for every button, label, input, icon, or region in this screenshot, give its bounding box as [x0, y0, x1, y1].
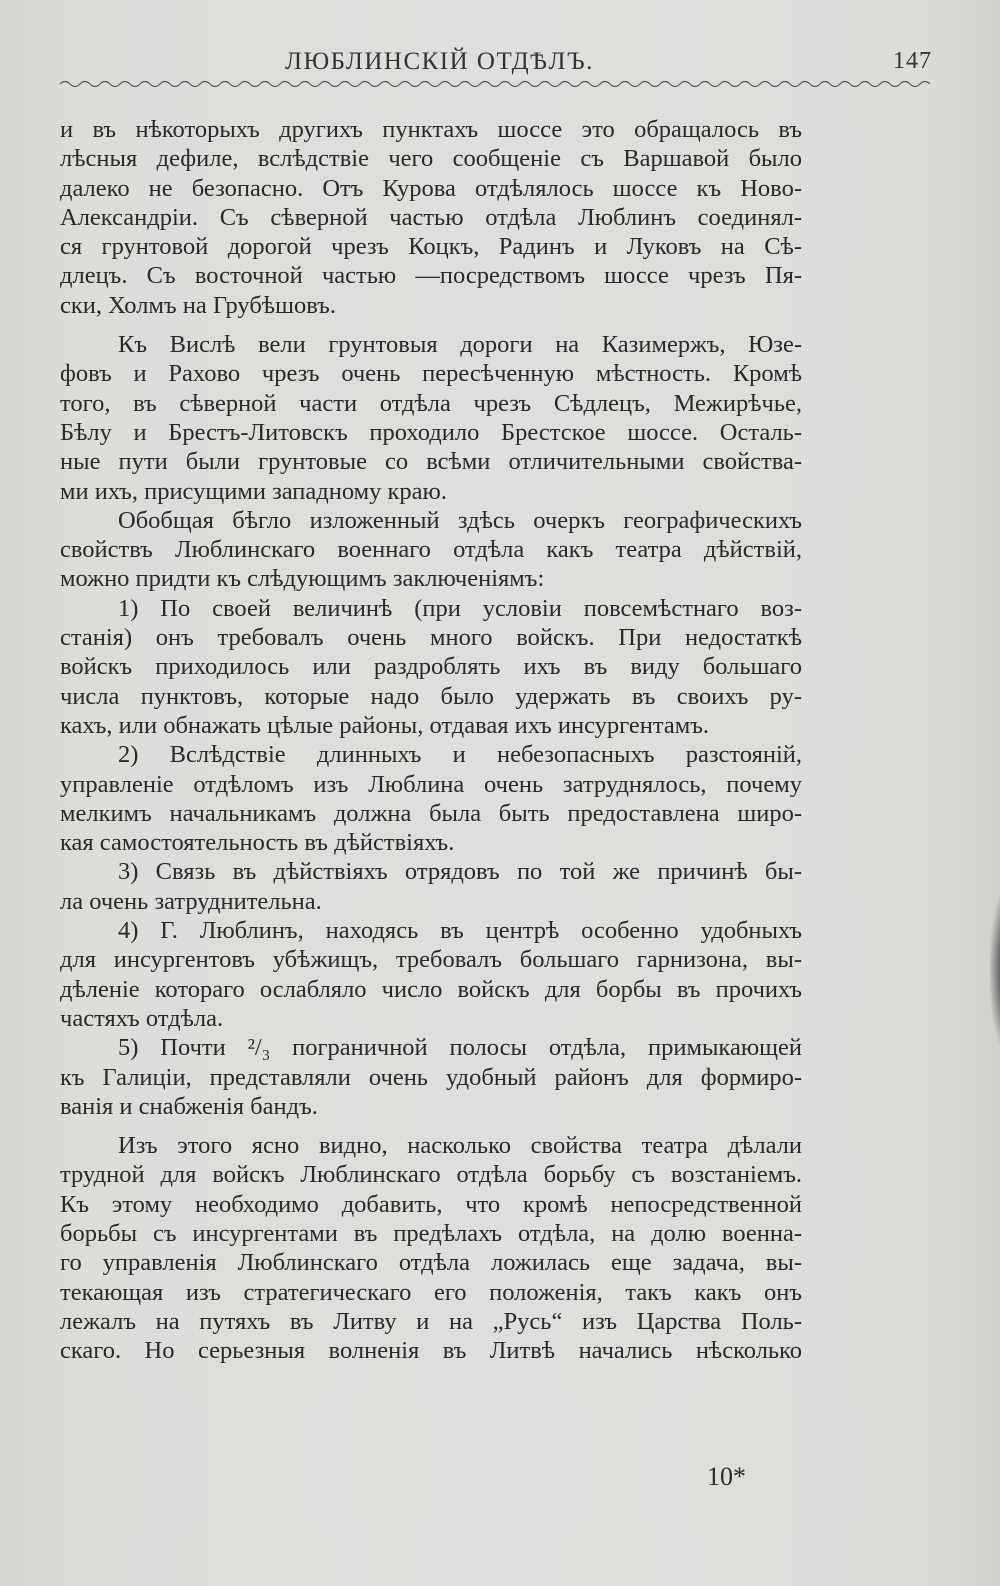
text-line: фовъ и Рахово чрезъ очень пересѣченную мѣстность. Кромѣ	[60, 360, 802, 388]
text-line: частяхъ отдѣла.	[60, 1004, 224, 1032]
text-line: свойствъ Люблинскаго военнаго отдѣла какъ театра дѣйствій,	[60, 536, 802, 564]
text-line: Александріи. Съ сѣверной частью отдѣла Люблинъ соединял-	[60, 203, 802, 231]
list-item-5	[60, 1033, 802, 1121]
text-line: скаго. Но серьезныя волненія въ Литвѣ начались нѣсколько	[60, 1337, 802, 1365]
body-text	[60, 115, 802, 1365]
text-line: далеко не безопасно. Отъ Курова отдѣлялось шоссе къ Ново-	[60, 174, 802, 202]
text-line: и въ нѣкоторыхъ другихъ пунктахъ шоссе это обращалось въ	[60, 116, 802, 143]
paragraph-2	[60, 330, 802, 506]
list-item-1	[60, 594, 802, 740]
text-line: ми ихъ, присущими западному краю.	[60, 477, 447, 505]
text-line: 4) Г. Люблинъ, находясь въ центрѣ особенно удобныхъ	[118, 917, 802, 945]
text-line: можно придти къ слѣдующимъ заключеніямъ:	[60, 565, 545, 593]
text-line: 2) Вслѣдствіе длинныхъ и небезопасныхъ разстояній,	[118, 741, 802, 769]
text-line: ванія и снабженія бандъ.	[60, 1092, 318, 1120]
text-line: Обобщая бѣгло изложенный здѣсь очеркъ географическихъ	[118, 506, 802, 534]
text-line: борьбы съ инсургентами въ предѣлахъ отдѣла, на долю военна-	[60, 1219, 802, 1247]
text-line: ся грунтовой дорогой чрезъ Коцкъ, Радинъ и Луковъ на Сѣ-	[60, 233, 802, 261]
list-item-4	[60, 916, 802, 1033]
text-line: го управленія Люблинскаго отдѣла ложилась еще задача, вы-	[60, 1249, 802, 1277]
text-line: 5) Почти ²/₃ пограничной полосы отдѣла, примыкающей	[118, 1034, 802, 1062]
text-line: войскъ приходилось или раздроблять ихъ въ виду большаго	[60, 653, 802, 681]
text-line: дѣленіе котораго ослабляло число войскъ для борбы въ прочихъ	[60, 975, 802, 1003]
decorative-wavy-rule	[60, 76, 930, 90]
text-line: длецъ. Съ восточной частью —посредствомъ шоссе чрезъ Пя-	[60, 262, 802, 290]
text-line: Къ этому необходимо добавить, что кромѣ непосредственной	[60, 1190, 802, 1218]
text-line: ски, Холмъ на Грубѣшовъ.	[60, 291, 336, 319]
text-line: ла очень затруднительна.	[60, 887, 322, 915]
text-line: кая самостоятельность въ дѣйствіяхъ.	[60, 829, 455, 857]
text-line: кахъ, или обнажать цѣлые районы, отдавая ихъ инсургентамъ.	[60, 711, 710, 739]
paragraph-3	[60, 506, 802, 594]
text-line: трудной для войскъ Люблинскаго отдѣла борьбу съ возстаніемъ.	[60, 1161, 802, 1189]
text-line: того, въ сѣверной части отдѣла чрезъ Сѣдлецъ, Межирѣчье,	[60, 389, 802, 417]
text-line: ные пути были грунтовые со всѣми отличительными свойства-	[60, 448, 802, 476]
text-line: 1) По своей величинѣ (при условіи повсемѣстнаго воз-	[118, 594, 802, 622]
text-line: мелкимъ начальникамъ должна была быть предоставлена широ-	[60, 799, 802, 827]
paragraph-1	[60, 115, 802, 320]
text-line: лѣсныя дефиле, вслѣдствіе чего сообщеніе съ Варшавой было	[60, 145, 802, 173]
text-line: лежалъ на путяхъ въ Литву и на „Русь“ изъ Царства Поль-	[60, 1307, 802, 1335]
text-line: управленіе отдѣломъ изъ Люблина очень затруднялось, почему	[60, 770, 802, 798]
binding-shadow	[990, 880, 1000, 1060]
text-line: Изъ этого ясно видно, насколько свойства театра дѣлали	[118, 1132, 802, 1160]
text-line: Бѣлу и Брестъ-Литовскъ проходило Брестское шоссе. Осталь-	[60, 418, 802, 446]
text-line: 3) Связь въ дѣйствіяхъ отрядовъ по той же причинѣ бы-	[118, 858, 802, 886]
running-title: ЛЮБЛИНСКІЙ ОТДѢЛЪ.	[285, 48, 594, 75]
text-line: текающая изъ стратегическаго его положенія, такъ какъ онъ	[60, 1278, 802, 1306]
text-line: Къ Вислѣ вели грунтовыя дороги на Казимержъ, Юзе-	[118, 331, 802, 359]
paragraph-conclusion	[60, 1131, 802, 1365]
text-line: станія) онъ требовалъ очень много войскъ. При недостаткѣ	[60, 624, 802, 652]
text-line: къ Галиціи, представляли очень удобный районъ для формиро-	[60, 1063, 802, 1091]
list-item-3	[60, 857, 802, 916]
list-item-2	[60, 740, 802, 857]
page-number: 147	[893, 48, 932, 74]
signature-mark: 10*	[707, 1462, 746, 1491]
text-line: для инсургентовъ убѣжищъ, требовалъ большаго гарнизона, вы-	[60, 946, 802, 974]
text-line: числа пунктовъ, которые надо было удержать въ своихъ ру-	[60, 682, 802, 710]
